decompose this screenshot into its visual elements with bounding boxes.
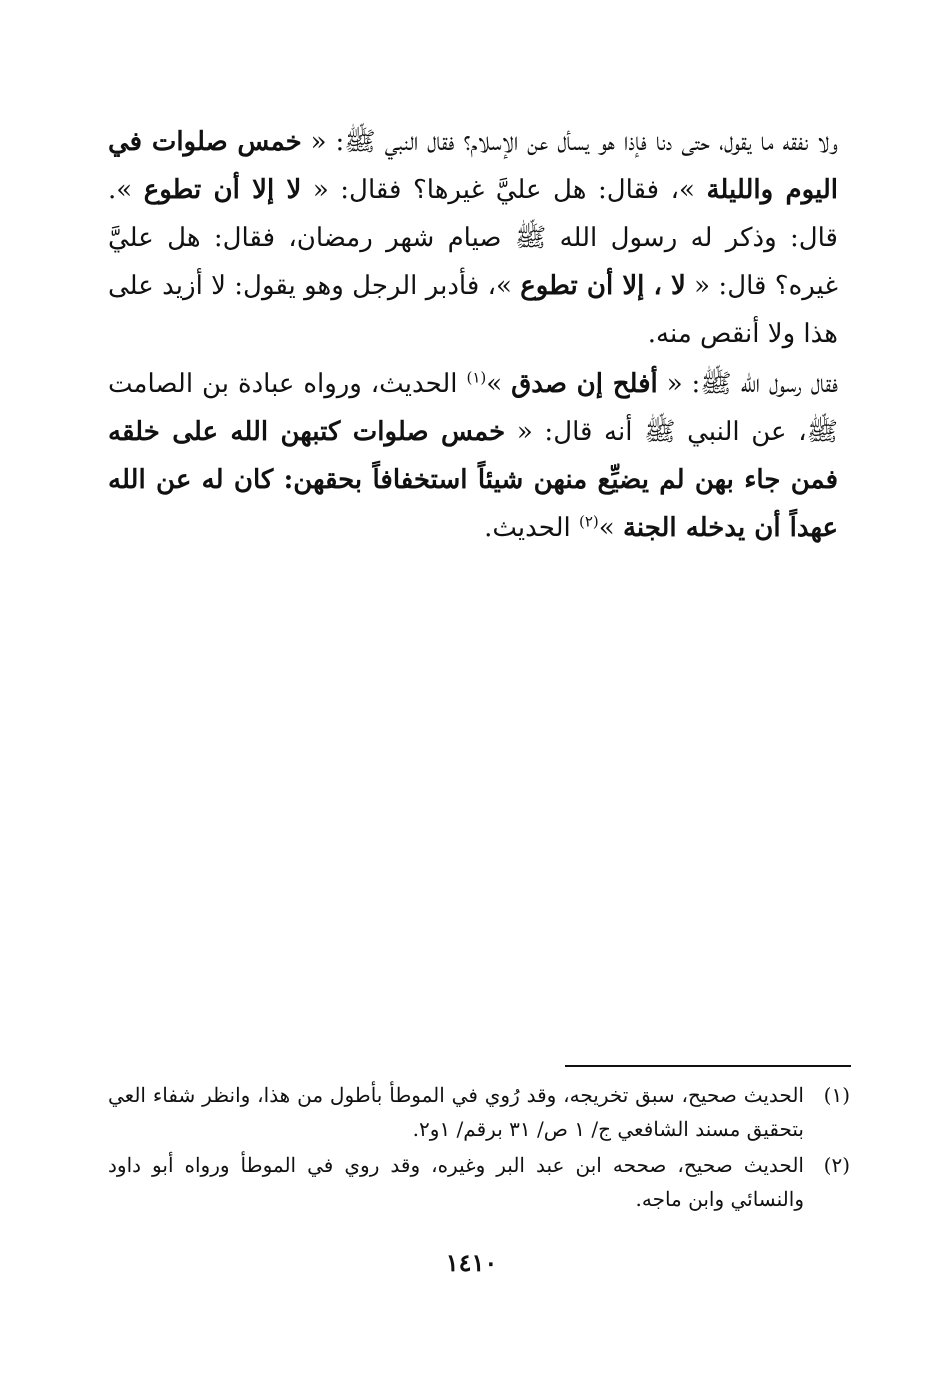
footnote-2 [108, 1148, 850, 1216]
footnote-marker-2: (٢) [578, 512, 599, 531]
text-segment: ». قال: وذكر له رسول الله ﷺ صيام شهر رمضان، فقال: هل عليَّ غيره؟ قال: « [108, 175, 838, 301]
footnote-text: الحديث صحيح، سبق تخريجه، وقد رُوي في الموطأ بأطول من هذا، وانظر شفاء العي بتحقيق مسند الشافعي ج/ ١ ص/ ٣١ برقم/ ١و٢. [108, 1083, 804, 1141]
hadith-quote: لا ، إلا أن تطوع [520, 271, 686, 301]
footnote-number: (٢) [823, 1153, 850, 1177]
hadith-quote: لا إلا أن تطوع [143, 175, 302, 205]
paragraph-2 [108, 360, 838, 552]
hadith-quote: أفلح إن صدق [511, 369, 658, 399]
footnote-text: الحديث صحيح، صححه ابن عبد البر وغيره، وقد روي في الموطأ ورواه أبو داود والنسائي وابن ماجه. [108, 1153, 804, 1211]
text-segment: ولا نفقه ما يقول، حتى دنا فإذا هو يسأل عن الإسلام؟ فقال النبي ﷺ: « [301, 127, 838, 157]
footnotes [108, 1078, 850, 1218]
main-text [108, 118, 838, 552]
text-segment: الحديث. [484, 513, 579, 543]
footnote-separator [565, 1065, 851, 1067]
text-segment: » [486, 369, 512, 399]
hadith-quote: خمس صلوات كتبهن الله على خلقه فمن جاء بهن لم يضيِّع منهن شيئاً استخفافاً بحقهن: كان له عن الله عهداً أن يدخله الجنة [108, 417, 838, 543]
footnote-number: (١) [823, 1083, 850, 1107]
text-segment: » [598, 513, 623, 543]
text-segment: الحديث، ورواه عبادة بن الصامت ﷺ، عن النبي ﷺ أنه قال: « [108, 369, 838, 447]
footnote-marker-1: (١) [466, 368, 487, 387]
text-segment: »، فقال: هل عليَّ غيرها؟ فقال: « [301, 175, 707, 205]
hadith-quote: خمس صلوات في اليوم والليلة [108, 127, 839, 205]
page-number: ١٤١٠ [445, 1248, 498, 1277]
footnote-1 [108, 1078, 850, 1146]
text-segment: فقال رسول الله ﷺ: « [657, 369, 838, 399]
text-segment: »، فأدبر الرجل وهو يقول: لا أزيد على هذا ولا أنقص منه. [108, 271, 838, 349]
paragraph-1 [108, 118, 838, 358]
